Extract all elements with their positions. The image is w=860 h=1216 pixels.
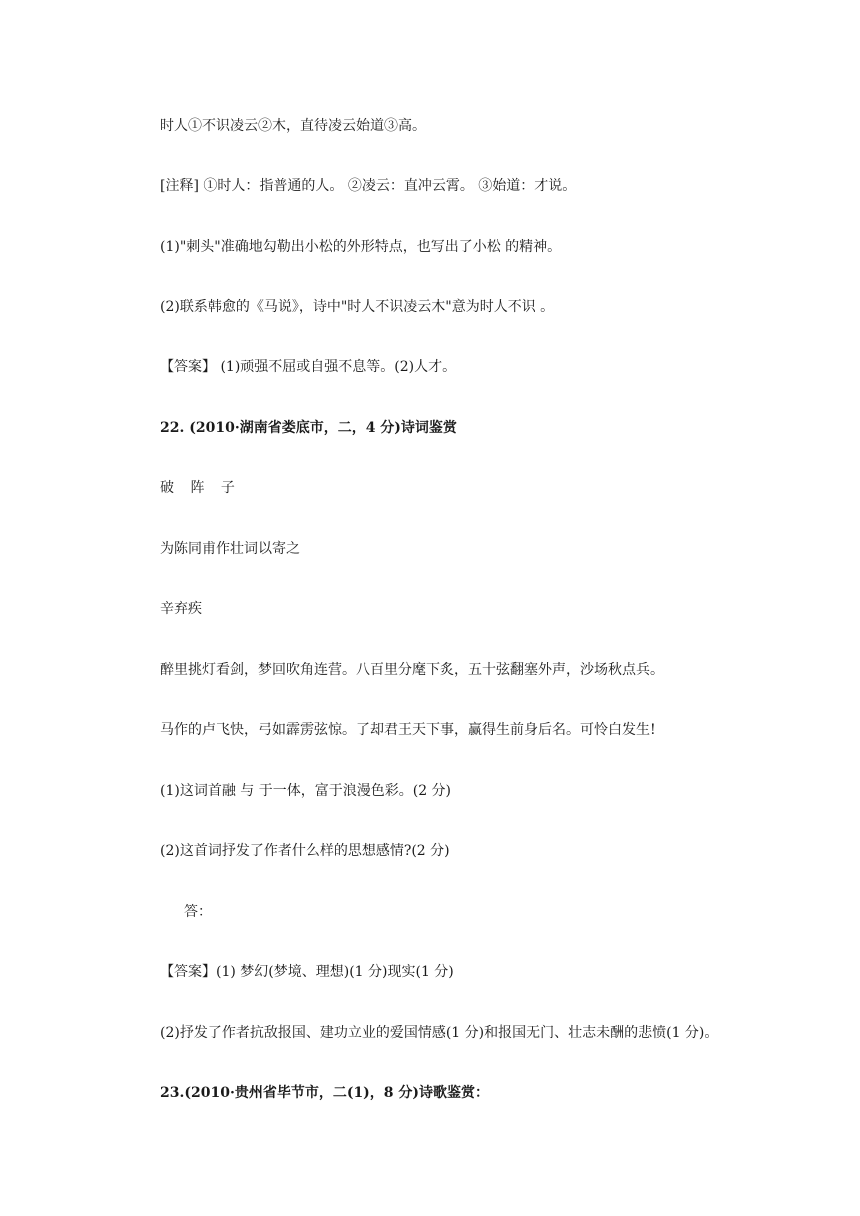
section-heading-22: 22. (2010·湖南省娄底市，二，4 分)诗词鉴赏 [160,420,457,436]
question-2: (2)这首词抒发了作者什么样的思想感情?(2 分) [160,843,450,859]
question-1: (1)"刺头"准确地勾勒出小松的外形特点，也写出了小松 的精神。 [160,239,562,255]
answer-line: 【答案】(1) 梦幻(梦境、理想)(1 分)现实(1 分) [160,964,454,980]
answer-line: 【答案】 (1)顽强不屈或自强不息等。(2)人才。 [160,359,457,375]
poem-author: 辛弃疾 [160,601,202,617]
poem-stanza-2: 马作的卢飞快，弓如霹雳弦惊。了却君王天下事，赢得生前身后名。可怜白发生! [160,722,656,738]
poem-line: 时人①不识凌云②木，直待凌云始道③高。 [160,118,426,134]
poem-stanza-1: 醉里挑灯看剑，梦回吹角连营。八百里分麾下炙，五十弦翻塞外声，沙场秋点兵。 [160,662,664,678]
question-1: (1)这词首融 与 于一体，富于浪漫色彩。(2 分) [160,783,452,799]
poem-subtitle: 为陈同甫作壮词以寄之 [160,541,300,557]
section-heading-23: 23.(2010·贵州省毕节市，二(1)，8 分)诗歌鉴赏： [160,1085,490,1101]
annotation-line: [注释] ①时人：指普通的人。 ②凌云：直冲云霄。 ③始道：才说。 [160,178,577,194]
poem-title: 破 阵 子 [160,480,241,496]
answer-prompt: 答： [184,904,212,920]
answer-line: (2)抒发了作者抗敌报国、建功立业的爱国情感(1 分)和报国无门、壮志未酬的悲愤(1 分)。 [160,1025,719,1041]
question-2: (2)联系韩愈的《马说》，诗中"时人不识凌云木"意为时人不识 。 [160,299,555,315]
